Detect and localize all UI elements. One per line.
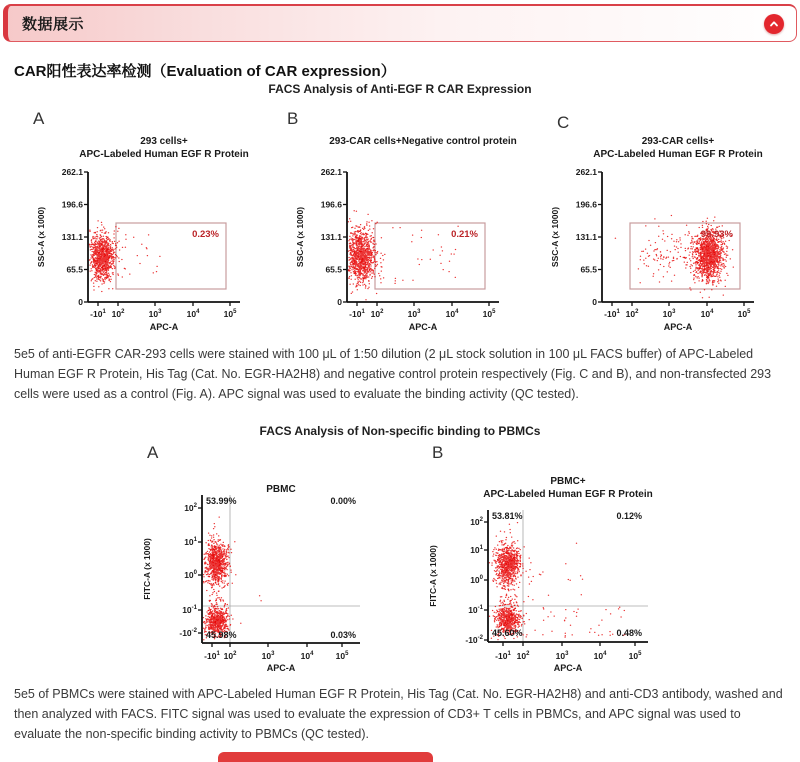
plot-title: 293-CAR cells+Negative control protein bbox=[329, 136, 517, 147]
x-tick-label: $10^3$ bbox=[555, 651, 569, 661]
y-tick-label: $10^{-1}$ bbox=[468, 605, 483, 615]
quadrant-pct-top-right: 0.12% bbox=[616, 511, 642, 521]
plot-title: APC-Labeled Human EGF R Protein bbox=[483, 489, 653, 500]
panel-letter: B bbox=[432, 443, 444, 462]
quadrant-pct-top-right: 0.00% bbox=[330, 496, 356, 506]
plot-title: 293 cells+ bbox=[140, 136, 188, 147]
x-tick-label: $10^3$ bbox=[407, 309, 421, 319]
y-tick-label: 262.1 bbox=[61, 167, 83, 177]
gate-percentage: 99.93% bbox=[700, 229, 733, 240]
x-tick-label: $10^4$ bbox=[700, 309, 714, 319]
x-tick-label: $10^3$ bbox=[662, 309, 676, 319]
y-tick-label: $10^1$ bbox=[470, 545, 483, 555]
x-tick-label: $10^5$ bbox=[628, 651, 642, 661]
scatter-plot-svg bbox=[130, 438, 400, 674]
scatter-plot-svg bbox=[534, 104, 784, 336]
x-tick-label: $-10^1$ bbox=[204, 651, 220, 661]
y-tick-label: $10^1$ bbox=[184, 537, 197, 547]
facs-plot-fig1-b bbox=[279, 104, 529, 341]
plot-title: PBMC bbox=[266, 484, 296, 495]
gate-percentage: 0.21% bbox=[451, 229, 478, 240]
y-tick-label: 131.1 bbox=[61, 232, 83, 242]
x-tick-label: $-10^1$ bbox=[349, 309, 365, 319]
y-axis-label: SSC-A (x 1000) bbox=[295, 206, 305, 268]
plot-title: APC-Labeled Human EGF R Protein bbox=[593, 149, 763, 160]
panel-letter: C bbox=[557, 113, 570, 132]
quadrant-pct-bottom-right: 0.03% bbox=[330, 630, 356, 640]
scatter-cluster bbox=[122, 235, 160, 277]
plot-title: 293-CAR cells+ bbox=[641, 136, 715, 147]
x-tick-label: $10^4$ bbox=[445, 309, 459, 319]
plot-title: PBMC+ bbox=[550, 476, 586, 487]
scatter-cluster bbox=[638, 216, 702, 291]
x-tick-label: $10^5$ bbox=[737, 309, 751, 319]
quadrant-pct-top-left: 53.81% bbox=[492, 511, 523, 521]
y-tick-label: 131.1 bbox=[575, 232, 597, 242]
y-tick-label: $10^0$ bbox=[470, 575, 483, 585]
x-tick-label: $-10^1$ bbox=[604, 309, 620, 319]
x-tick-label: $10^2$ bbox=[625, 309, 639, 319]
x-tick-label: $10^2$ bbox=[516, 651, 530, 661]
y-tick-label: 131.1 bbox=[320, 232, 342, 242]
x-tick-label: $-10^1$ bbox=[90, 309, 106, 319]
x-axis-label: APC-A bbox=[663, 322, 693, 332]
y-tick-label: 196.6 bbox=[61, 199, 83, 210]
quadrant-pct-bottom-right: 0.48% bbox=[616, 628, 642, 638]
figure1-caption: 5e5 of anti-EGFR CAR-293 cells were stained with 100 μL of 1:50 dilution (2 μL stock solution in 100 μL FACS buffer) of APC-Labeled Human EGF R Protein, His Tag (Cat. No. EGR-HA2H8) and negative control protein respectively (Fig. C and B), and non-transfected 293 cells were used as a control (Fig. A). APC signal was used to evaluate the binding activity (QC tested). bbox=[14, 347, 772, 401]
scatter-plot-svg bbox=[20, 104, 270, 336]
scatter-cluster bbox=[260, 596, 262, 601]
y-tick-label: $10^{-1}$ bbox=[182, 605, 197, 615]
figure2-caption: 5e5 of PBMCs were stained with APC-Labeled Human EGF R Protein, His Tag (Cat. No. EGR-HA2H8) and anti-CD3 antibody, washed and then analyzed with FACS. FITC signal was used to evaluate the expression of CD3+ T cells in PBMCs, and APC signal was used to evaluate the non-specific binding activity to PBMCs (QC tested). bbox=[14, 687, 783, 741]
x-axis-label: APC-A bbox=[266, 663, 296, 673]
x-tick-label: $10^3$ bbox=[148, 309, 162, 319]
x-tick-label: $10^2$ bbox=[111, 309, 125, 319]
y-tick-label: 0 bbox=[337, 297, 342, 307]
y-axis-label: FITC-A (x 1000) bbox=[142, 538, 152, 600]
y-tick-label: $10^0$ bbox=[184, 570, 197, 580]
y-tick-label: 196.6 bbox=[575, 199, 597, 210]
section-header-bar[interactable] bbox=[3, 4, 797, 42]
x-axis-label: APC-A bbox=[408, 322, 438, 332]
x-axis-label: APC-A bbox=[553, 663, 583, 673]
x-tick-label: $10^2$ bbox=[370, 309, 384, 319]
facs-plot-fig2-b bbox=[420, 438, 700, 679]
plot-title: APC-Labeled Human EGF R Protein bbox=[79, 149, 249, 160]
page-title: CAR阳性表达率检测（Evaluation of CAR expression） bbox=[14, 63, 396, 80]
x-tick-label: $-10^1$ bbox=[495, 651, 511, 661]
x-tick-label: $10^5$ bbox=[482, 309, 496, 319]
section-header-title: 数据展示 bbox=[22, 16, 85, 33]
y-tick-label: 0 bbox=[78, 297, 83, 307]
y-axis-label: SSC-A (x 1000) bbox=[550, 206, 560, 268]
facs-plot-fig2-a bbox=[130, 438, 400, 679]
y-tick-label: 262.1 bbox=[320, 167, 342, 177]
quadrant-pct-top-left: 53.99% bbox=[206, 496, 237, 506]
y-tick-label: 262.1 bbox=[575, 167, 597, 177]
y-tick-label: $10^2$ bbox=[470, 517, 483, 527]
next-section-bar[interactable] bbox=[218, 752, 433, 762]
scatter-plot-svg bbox=[420, 438, 700, 674]
x-tick-label: $10^5$ bbox=[223, 309, 237, 319]
scatter-cluster bbox=[499, 523, 517, 544]
scatter-cluster bbox=[689, 217, 733, 290]
panel-letter: A bbox=[147, 443, 159, 462]
y-tick-label: 196.6 bbox=[320, 199, 342, 210]
y-tick-label: 65.5 bbox=[580, 264, 597, 275]
y-tick-label: $10^2$ bbox=[184, 503, 197, 513]
x-tick-label: $10^3$ bbox=[261, 651, 275, 661]
panel-letter: A bbox=[33, 109, 45, 128]
x-tick-label: $10^4$ bbox=[300, 651, 314, 661]
y-tick-label: 65.5 bbox=[325, 264, 342, 275]
chevron-up-icon bbox=[768, 18, 780, 30]
y-tick-label: $-10^{-2}$ bbox=[179, 628, 197, 638]
quadrant-pct-bottom-left: 45.98% bbox=[206, 630, 237, 640]
scatter-cluster bbox=[89, 221, 122, 289]
scatter-plot-svg bbox=[279, 104, 529, 336]
x-tick-label: $10^5$ bbox=[335, 651, 349, 661]
y-axis-label: SSC-A (x 1000) bbox=[36, 206, 46, 268]
scatter-cluster bbox=[380, 226, 459, 283]
figure1-title: FACS Analysis of Anti-EGF R CAR Expression bbox=[268, 82, 532, 96]
x-tick-label: $10^4$ bbox=[186, 309, 200, 319]
gate-percentage: 0.23% bbox=[192, 229, 219, 240]
collapse-button[interactable] bbox=[764, 14, 784, 34]
y-tick-label: 65.5 bbox=[66, 264, 83, 275]
y-tick-label: 0 bbox=[592, 297, 597, 307]
x-tick-label: $10^4$ bbox=[593, 651, 607, 661]
quadrant-pct-bottom-left: 45.60% bbox=[492, 628, 523, 638]
figure2-title: FACS Analysis of Non-specific binding to PBMCs bbox=[259, 424, 541, 438]
y-axis-label: FITC-A (x 1000) bbox=[428, 545, 438, 607]
panel-letter: B bbox=[287, 109, 299, 128]
scatter-cluster bbox=[527, 607, 625, 637]
y-tick-label: $-10^{-2}$ bbox=[465, 635, 483, 645]
facs-plot-fig1-a bbox=[20, 104, 270, 341]
scatter-cluster bbox=[528, 543, 582, 599]
x-axis-label: APC-A bbox=[149, 322, 179, 332]
facs-plot-fig1-c bbox=[534, 104, 784, 341]
x-tick-label: $10^2$ bbox=[223, 651, 237, 661]
